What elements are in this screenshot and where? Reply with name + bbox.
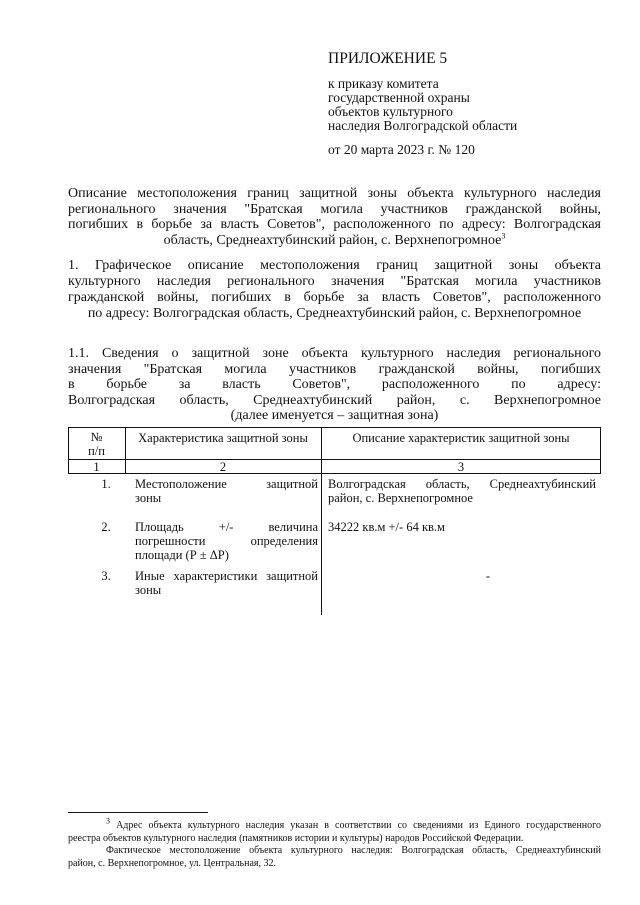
footnote-line — [68, 816, 601, 833]
column-number: 3 — [457, 460, 465, 474]
text-line: 1. Графическое описание местоположения границ защитной зоны объекта — [68, 258, 601, 273]
text-line: гражданской войны, погибших в борьбе за власть Советов", расположенного — [68, 290, 601, 305]
order-date: от 20 марта 2023 г. № 120 — [328, 142, 475, 157]
cell-line: площади (Р ± ΔР) — [135, 548, 229, 562]
footnote-separator — [68, 812, 208, 813]
footnote-actual-location — [68, 845, 601, 870]
footnote-line-content: Адрес объекта культурного наследия указан в соответствии со сведениями из Единого государственного — [116, 820, 601, 831]
header-characteristic: Характеристика защитной зоны — [138, 431, 308, 445]
footnote-line: реестра объектов культурного наследия (памятников истории и культуры) народов Российской Федерации. — [68, 832, 524, 844]
row-description: - — [485, 569, 491, 583]
annex-title: ПРИЛОЖЕНИЕ 5 — [328, 50, 448, 67]
footnote-mark: 3 — [106, 816, 110, 826]
row-number: 1. — [101, 477, 111, 491]
footnote-line: Фактическое местоположение объекта культурного наследия: Волгоградская область, Среднеахтубинский — [106, 845, 601, 856]
order-line: наследия Волгоградской области — [328, 118, 518, 133]
column-number: 2 — [219, 460, 227, 474]
text-line-content: область, Среднеахтубинский район, с. Верхнепогромное — [163, 232, 502, 248]
cell-line: Местоположение защитной — [135, 477, 318, 491]
footnote-line: район, с. Верхнепогромное, ул. Центральная, 32. — [68, 857, 277, 869]
order-line: объектов культурного — [328, 104, 453, 119]
table-rule — [68, 427, 601, 428]
cell-line: погрешности определения — [135, 534, 318, 548]
cell-line: район, с. Верхнепогромное — [328, 491, 473, 505]
text-line: в борьбе за власть Советов", расположенного по адресу: — [68, 377, 601, 392]
row-number: 3. — [101, 569, 111, 583]
section-1 — [68, 258, 601, 322]
text-line: значения "Братская могила участников гражданской войны, погибших — [68, 361, 601, 377]
row-description: 34222 кв.м +/- 64 кв.м — [328, 520, 445, 534]
cell-line: Площадь +/- величина — [135, 520, 318, 534]
table-rule — [600, 427, 601, 474]
header-num — [68, 430, 125, 458]
row-characteristic — [135, 520, 318, 562]
text-line: Волгоградская область, Среднеахтубинский район, с. Верхнепогромное — [68, 392, 601, 408]
header-num-line: п/п — [88, 444, 105, 458]
cell-line: зоны — [135, 491, 162, 505]
footnote-reference: 3 — [501, 230, 506, 240]
text-line: Описание местоположения границ защитной зоны объекта культурного наследия — [68, 186, 601, 201]
header-num-line: № — [90, 430, 103, 444]
footnote-text — [68, 816, 601, 845]
order-line: к приказу комитета — [328, 76, 439, 91]
cell-line: Иные характеристики защитной — [135, 569, 318, 583]
text-line — [68, 230, 601, 249]
text-line: 1.1. Сведения о защитной зоне объекта культурного наследия регионального — [68, 346, 601, 361]
row-number: 2. — [101, 520, 111, 534]
order-reference — [328, 77, 588, 133]
description-heading — [68, 186, 601, 248]
text-line: (далее именуется – защитная зона) — [230, 408, 439, 423]
table-rule — [321, 427, 322, 615]
row-characteristic — [135, 477, 318, 505]
header-description: Описание характеристик защитной зоны — [352, 431, 570, 445]
order-line: государственной охраны — [328, 90, 470, 105]
text-line: по адресу: Волгоградская область, Среднеахтубинский район, с. Верхнепогромное — [87, 306, 582, 321]
protection-zone-table — [68, 427, 601, 615]
row-description — [328, 477, 596, 505]
text-line: погибших в борьбе за власть Советов", расположенного по адресу: Волгоградская — [68, 217, 601, 232]
text-line: культурного наследия регионального значения "Братская могила участников — [68, 274, 601, 289]
row-characteristic — [135, 569, 318, 597]
cell-line: Волгоградская область, Среднеахтубинский — [328, 477, 596, 491]
section-1-1 — [68, 346, 601, 424]
cell-line: зоны — [135, 583, 162, 597]
text-line: регионального значения "Братская могила участников гражданской войны, — [68, 201, 601, 217]
column-number: 1 — [93, 460, 100, 474]
